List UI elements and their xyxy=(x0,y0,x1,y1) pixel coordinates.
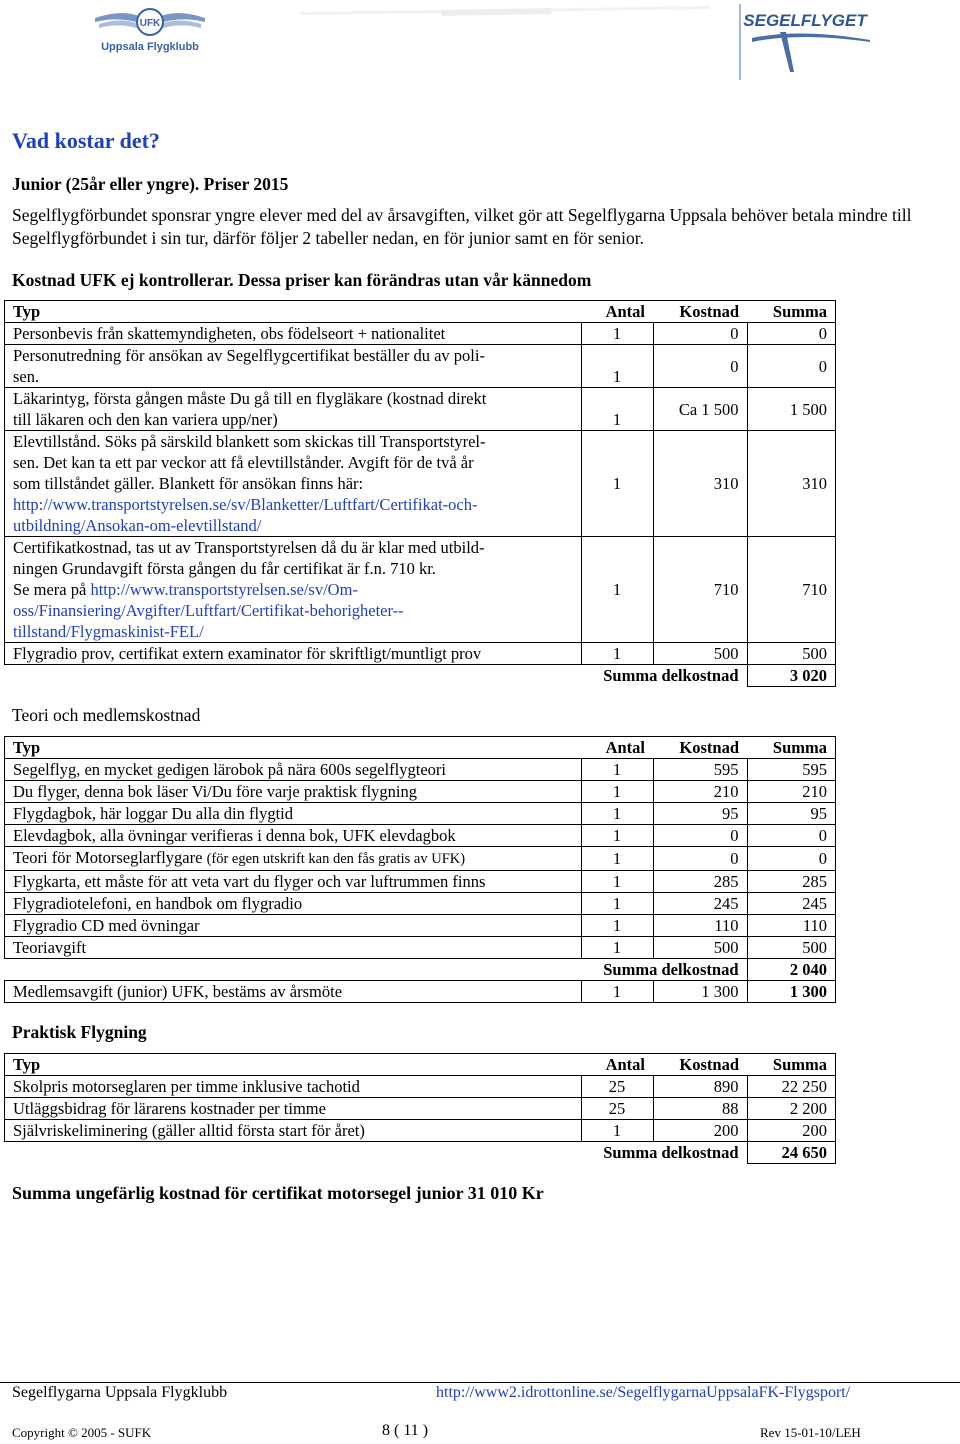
row-kostnad: 1 300 xyxy=(653,981,747,1003)
row-summa: 285 xyxy=(747,871,836,893)
row-typ xyxy=(5,388,582,431)
glider-silhouette xyxy=(290,0,720,30)
subtotal-label: Summa delkostnad xyxy=(603,960,739,979)
section-theory-title: Teori och medlemskostnad xyxy=(12,705,201,725)
row-summa: 500 xyxy=(747,937,836,959)
row-antal: 25 xyxy=(581,1098,653,1120)
row-kostnad: 500 xyxy=(653,937,747,959)
row-typ xyxy=(5,431,582,537)
row-antal: 1 xyxy=(581,803,653,825)
row-typ: Skolpris motorseglaren per timme inklusive tachotid xyxy=(5,1076,582,1098)
row-summa: 710 xyxy=(747,537,836,643)
row-typ: Flygradio prov, certifikat extern examinator för skriftligt/muntligt prov xyxy=(5,643,582,665)
cost-table-practical xyxy=(4,1053,836,1164)
table-row xyxy=(5,803,836,825)
row-antal: 1 xyxy=(581,937,653,959)
ufk-badge-text: UFK xyxy=(139,18,161,29)
subtotal-value: 2 040 xyxy=(747,959,836,981)
row-antal: 1 xyxy=(581,431,653,537)
row-antal: 1 xyxy=(581,759,653,781)
row-antal: 1 xyxy=(581,893,653,915)
row-kostnad: 210 xyxy=(653,781,747,803)
col-typ: Typ xyxy=(5,737,582,759)
row-summa: 500 xyxy=(747,643,836,665)
table-row xyxy=(5,1120,836,1142)
table-row xyxy=(5,781,836,803)
col-typ: Typ xyxy=(5,301,582,323)
subtotal-row xyxy=(5,665,836,687)
footer-revision: Rev 15-01-10/LEH xyxy=(760,1425,861,1440)
row-kostnad: Ca 1 500 xyxy=(653,388,747,431)
section-practical-title: Praktisk Flygning xyxy=(12,1022,147,1042)
row-kostnad: 285 xyxy=(653,871,747,893)
table-row xyxy=(5,825,836,847)
row-typ: Elevdagbok, alla övningar verifieras i denna bok, UFK elevdagbok xyxy=(5,825,582,847)
subtotal-row xyxy=(5,1142,836,1164)
row-kostnad: 710 xyxy=(653,537,747,643)
col-kostnad: Kostnad xyxy=(653,1054,747,1076)
row-summa: 595 xyxy=(747,759,836,781)
row-antal: 1 xyxy=(581,323,653,345)
row-kostnad: 95 xyxy=(653,803,747,825)
row-summa: 210 xyxy=(747,781,836,803)
row-kostnad: 245 xyxy=(653,893,747,915)
row-summa: 310 xyxy=(747,431,836,537)
row-typ: Flygkarta, ett måste för att veta vart du flyger och var luftrummen finns xyxy=(5,871,582,893)
col-typ: Typ xyxy=(5,1054,582,1076)
table-row xyxy=(5,345,836,388)
row-kostnad: 0 xyxy=(653,345,747,388)
cost-table-theory xyxy=(4,736,836,1003)
segelflyget-logo-text: SEGELFLYGET xyxy=(743,11,867,30)
cost-table-certificate xyxy=(4,300,836,687)
row-summa: 0 xyxy=(747,847,836,871)
row-summa: 22 250 xyxy=(747,1076,836,1098)
table-row xyxy=(5,388,836,431)
table-row xyxy=(5,937,836,959)
table-row xyxy=(5,915,836,937)
row-typ: Personbevis från skattemyndigheten, obs födelseort + nationalitet xyxy=(5,323,582,345)
row-summa: 2 200 xyxy=(747,1098,836,1120)
row-typ xyxy=(5,345,582,388)
footer-rule xyxy=(0,1382,960,1383)
row-typ: Utläggsbidrag för lärarens kostnader per timme xyxy=(5,1098,582,1120)
row-summa: 0 xyxy=(747,345,836,388)
row-antal: 1 xyxy=(581,825,653,847)
subtotal-label: Summa delkostnad xyxy=(603,1143,739,1163)
ufk-logo-text: Uppsala Flygklubb xyxy=(101,41,199,53)
transportstyrelsen-link-cont[interactable]: utbildning/Ansokan-om-elevtillstand/ xyxy=(13,516,262,535)
row-typ-line: som tillståndet gäller. Blankett för ansökan finns här: xyxy=(13,474,364,493)
row-antal: 1 xyxy=(581,915,653,937)
row-summa: 0 xyxy=(747,323,836,345)
row-summa: 95 xyxy=(747,803,836,825)
col-summa: Summa xyxy=(747,301,836,323)
col-antal: Antal xyxy=(581,301,653,323)
row-typ-line: Personutredning för ansökan av Segelflygcertifikat beställer du av poli- xyxy=(13,346,485,365)
row-kostnad: 0 xyxy=(653,323,747,345)
row-typ: Segelflyg, en mycket gedigen lärobok på nära 600s segelflygteori xyxy=(5,759,582,781)
row-antal: 1 xyxy=(581,388,653,431)
col-kostnad: Kostnad xyxy=(653,301,747,323)
row-summa: 245 xyxy=(747,893,836,915)
price-warning: Kostnad UFK ej kontrollerar. Dessa priser kan förändras utan vår kännedom xyxy=(12,270,592,290)
table-row xyxy=(5,1098,836,1120)
subtotal-value: 3 020 xyxy=(747,665,836,687)
total-cost: Summa ungefärlig kostnad för certifikat motorsegel junior 31 010 Kr xyxy=(12,1183,544,1203)
col-summa: Summa xyxy=(747,1054,836,1076)
table-row xyxy=(5,1076,836,1098)
intro-paragraph: Segelflygförbundet sponsrar yngre elever med del av årsavgiften, vilket gör att Segelflygarna Uppsala behöver betala mindre till Segelflygförbundet i sin tur, därför följer 2 tabeller nedan, en för junior samt en för senior. xyxy=(12,205,912,248)
row-typ-note: (för egen utskrift kan den fås gratis av UFK) xyxy=(206,851,466,867)
row-kostnad: 595 xyxy=(653,759,747,781)
table-row xyxy=(5,537,836,643)
row-typ: Självriskeliminering (gäller alltid första start för året) xyxy=(5,1120,582,1142)
row-typ-line: Elevtillstånd. Söks på särskild blankett som skickas till Transportstyrel- xyxy=(13,432,486,451)
row-kostnad: 890 xyxy=(653,1076,747,1098)
col-kostnad: Kostnad xyxy=(653,737,747,759)
row-antal: 1 xyxy=(581,537,653,643)
table-row xyxy=(5,759,836,781)
row-antal: 1 xyxy=(581,847,653,871)
row-summa: 1 300 xyxy=(747,981,836,1003)
row-kostnad: 310 xyxy=(653,431,747,537)
row-typ: Flygradio CD med övningar xyxy=(5,915,582,937)
subtotal-row xyxy=(5,959,836,981)
row-antal: 1 xyxy=(581,871,653,893)
row-summa: 0 xyxy=(747,825,836,847)
segelflyget-logo xyxy=(730,2,875,82)
uppsala-flygklubb-logo xyxy=(85,4,215,54)
page-header xyxy=(0,0,960,90)
subtotal-value: 24 650 xyxy=(747,1142,836,1164)
table-row xyxy=(5,871,836,893)
row-typ xyxy=(5,847,582,871)
row-typ: Flygdagbok, här loggar Du alla din flygtid xyxy=(5,803,582,825)
row-kostnad: 110 xyxy=(653,915,747,937)
table-row xyxy=(5,643,836,665)
footer-copyright: Copyright © 2005 - SUFK xyxy=(12,1425,152,1440)
row-antal: 1 xyxy=(581,1120,653,1142)
footer-url[interactable]: http://www2.idrottonline.se/SegelflygarnaUppsalaFK-Flygsport/ xyxy=(436,1384,851,1401)
row-kostnad: 200 xyxy=(653,1120,747,1142)
row-kostnad: 0 xyxy=(653,825,747,847)
footer-page-number: 8 ( 11 ) xyxy=(382,1422,429,1439)
row-typ: Medlemsavgift (junior) UFK, bestäms av årsmöte xyxy=(5,981,582,1003)
row-summa: 200 xyxy=(747,1120,836,1142)
row-kostnad: 500 xyxy=(653,643,747,665)
table-row xyxy=(5,323,836,345)
row-typ-text: Teori för Motorseglarflygare xyxy=(13,848,203,867)
row-antal: 1 xyxy=(581,345,653,388)
row-antal: 1 xyxy=(581,643,653,665)
row-typ-line: ningen Grundavgift första gången du får certifikat är f.n. 710 kr. xyxy=(13,559,436,578)
subtitle: Junior (25år eller yngre). Priser 2015 xyxy=(12,174,289,194)
row-typ xyxy=(5,537,582,643)
page-title: Vad kostar det? xyxy=(12,128,160,153)
row-antal: 1 xyxy=(581,781,653,803)
row-antal: 25 xyxy=(581,1076,653,1098)
row-summa: 110 xyxy=(747,915,836,937)
table-row xyxy=(5,431,836,537)
table-row xyxy=(5,893,836,915)
row-typ-line: Certifikatkostnad, tas ut av Transportstyrelsen då du är klar med utbild- xyxy=(13,538,485,557)
footer-org: Segelflygarna Uppsala Flygklubb xyxy=(12,1384,228,1401)
row-typ-line: sen. Det kan ta ett par veckor att få elevtillstånder. Avgift för de två år xyxy=(13,453,474,472)
transportstyrelsen-link[interactable]: http://www.transportstyrelsen.se/sv/Om- xyxy=(90,580,358,599)
row-summa: 1 500 xyxy=(747,388,836,431)
col-summa: Summa xyxy=(747,737,836,759)
row-typ-line: sen. xyxy=(13,367,40,386)
row-typ-line: Läkarintyg, första gången måste Du gå till en flygläkare (kostnad direkt xyxy=(13,389,487,408)
row-antal: 1 xyxy=(581,981,653,1003)
transportstyrelsen-link[interactable]: http://www.transportstyrelsen.se/sv/Blanketter/Luftfart/Certifikat-och- xyxy=(13,495,478,514)
row-typ: Teoriavgift xyxy=(5,937,582,959)
col-antal: Antal xyxy=(581,1054,653,1076)
row-kostnad: 88 xyxy=(653,1098,747,1120)
row-typ-line: Se mera på xyxy=(13,580,87,599)
row-typ: Flygradiotelefoni, en handbok om flygradio xyxy=(5,893,582,915)
col-antal: Antal xyxy=(581,737,653,759)
row-typ-line: till läkaren och den kan variera upp/ner) xyxy=(13,410,278,429)
transportstyrelsen-link-cont[interactable]: tillstand/Flygmaskinist-FEL/ xyxy=(13,622,204,641)
row-typ: Du flyger, denna bok läser Vi/Du före varje praktisk flygning xyxy=(5,781,582,803)
transportstyrelsen-link-cont[interactable]: oss/Finansiering/Avgifter/Luftfart/Certifikat-behorigheter-- xyxy=(13,601,404,620)
table-row xyxy=(5,847,836,871)
membership-row xyxy=(5,981,836,1003)
row-kostnad: 0 xyxy=(653,847,747,871)
subtotal-label: Summa delkostnad xyxy=(603,666,739,686)
